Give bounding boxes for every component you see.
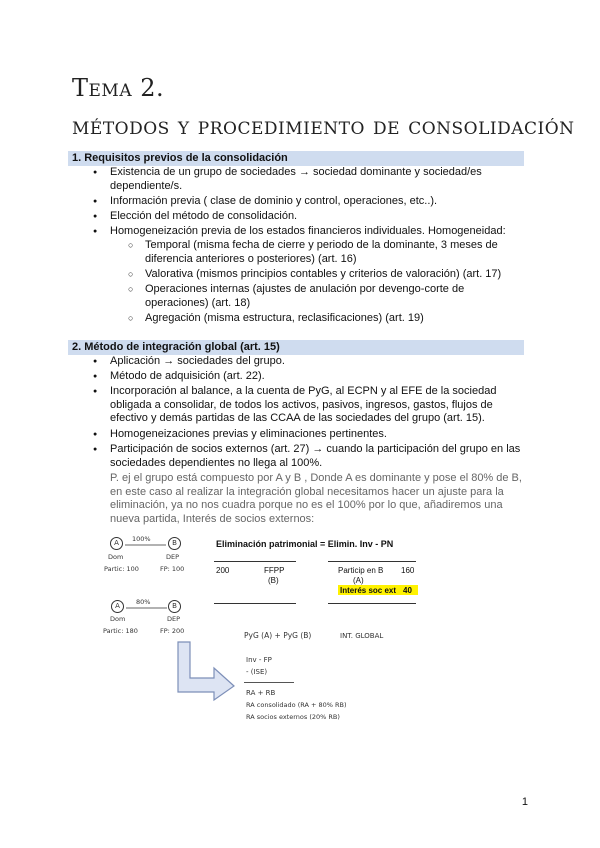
s1-sub-bullet-4: ○ Agregación (misma estructura, reclasificaciones) (art. 19) xyxy=(145,312,530,326)
s1-sub-bullet-3: ○ Operaciones internas (ajustes de anulación por devengo-corte de operaciones) (art. 18) xyxy=(145,283,530,310)
ise-label: Interés soc ext xyxy=(340,586,397,595)
dep-label-2: DEP xyxy=(167,615,181,623)
page-number: 1 xyxy=(521,796,528,808)
int-global-label: INT. GLOBAL xyxy=(340,632,384,640)
title-line-1: Tema 2. xyxy=(72,74,165,102)
s2-bullet-1: ● Aplicación → sociedades del grupo. xyxy=(110,355,530,369)
res-external: RA socios externos (20% RB) xyxy=(246,713,340,721)
node-b-1: B xyxy=(168,537,181,550)
example-note: P. ej el grupo está compuesto por A y B , Donde A es dominante y pose el 80% de B, en este caso al realizar la integración global necesitamos hacer un ajuste para la eliminación, ya no nos cuadra porque no es el 100% por lo que, añadiremos una nueva partida, Interés de socios externos: xyxy=(110,472,522,525)
s1-sub-bullet-2: ○ Valorativa (mismos principios contables y criterios de valoración) (art. 17) xyxy=(145,268,530,282)
dom-label-2: Dom xyxy=(110,615,126,623)
table-rule-right-top xyxy=(328,561,416,562)
title-line-2: métodos y procedimiento de consolidación xyxy=(72,112,575,140)
ise-amount: 40 xyxy=(403,586,412,595)
left-amount: 200 xyxy=(216,566,230,575)
table-rule-left-bottom xyxy=(214,603,296,604)
right-sub: (A) xyxy=(353,576,364,585)
table-rule-right-bottom xyxy=(328,603,416,604)
section-2-heading: 2. Método de integración global (art. 15) xyxy=(68,340,524,355)
res-line: RA + RB xyxy=(246,689,276,697)
dep-label-1: DEP xyxy=(166,553,180,561)
s1-sub-bullet-1: ○ Temporal (misma fecha de cierre y periodo de la dominante, 3 meses de diferencia anteriores o posteriores) (art. 16) xyxy=(145,239,530,266)
dep-fp-2: FP: 200 xyxy=(160,627,185,635)
s2-bullet-3: ● Incorporación al balance, a la cuenta de PyG, al ECPN y al EFE de la sociedad obligada a consolidar, de todos los activos, pasivos, ingresos, gastos, flujos de efectivo y demás partidas de las CCAA de las sociedades del grupo (art. 15). xyxy=(110,385,530,426)
notes-rule xyxy=(244,682,294,683)
table-rule-left-top xyxy=(214,561,296,562)
dom-label-1: Dom xyxy=(108,553,124,561)
right-amount: 160 xyxy=(401,566,415,575)
arrow-1-label: 100% xyxy=(132,535,151,543)
node-a-2: A xyxy=(111,600,124,613)
section-1-heading: 1. Requisitos previos de la consolidación xyxy=(68,151,524,166)
s1-bullet-4: ● Homogeneización previa de los estados financieros individuales. Homogeneidad: xyxy=(110,225,530,239)
s1-bullet-1: ● Existencia de un grupo de sociedades → sociedad dominante y sociedad/es dependiente/s. xyxy=(110,166,530,193)
s1-bullet-2: ● Información previa ( clase de dominio y control, operaciones, etc..). xyxy=(110,195,530,209)
dom-partic-1: Partic: 100 xyxy=(104,565,139,573)
s2-bullet-2: ● Método de adquisición (art. 22). xyxy=(110,370,530,384)
left-label: FFPP xyxy=(264,566,285,575)
right-label: Particip en B xyxy=(338,566,384,575)
arrow-2-label: 80% xyxy=(136,598,151,606)
node-b-2: B xyxy=(168,600,181,613)
pyg-line: PyG (A) + PyG (B) xyxy=(244,631,312,640)
big-arrow-icon xyxy=(168,640,240,702)
dom-partic-2: Partic: 180 xyxy=(103,627,138,635)
ise-line: - (ISE) xyxy=(246,668,268,676)
node-a-1: A xyxy=(110,537,123,550)
inv-line: Inv - FP xyxy=(246,656,272,664)
left-sub: (B) xyxy=(268,576,279,585)
table-title: Eliminación patrimonial = Elimin. Inv - PN xyxy=(216,539,394,549)
s2-bullet-5: ● Participación de socios externos (art. 27) → cuando la participación del grupo en las sociedades dependientes no llega al 100%. xyxy=(110,443,530,470)
dep-fp-1: FP: 100 xyxy=(160,565,185,573)
s1-bullet-3: ● Elección del método de consolidación. xyxy=(110,210,530,224)
s2-bullet-4: ● Homogeneizaciones previas y eliminaciones pertinentes. xyxy=(110,428,530,442)
res-consolidated: RA consolidado (RA + 80% RB) xyxy=(246,701,347,709)
